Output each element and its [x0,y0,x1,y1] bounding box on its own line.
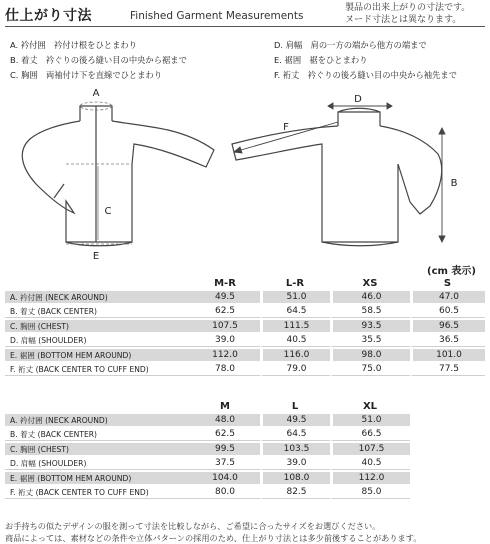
cell-value: 107.5 [190,320,260,332]
marker-f-arrow [234,147,242,153]
page-title: 仕上がり寸法 [5,8,92,24]
table-row [5,291,485,303]
cell-value: 64.5 [260,305,330,318]
footer-notes [5,520,421,544]
page-subtitle: Finished Garment Measurements [130,10,304,22]
cell-value: 39.0 [260,457,330,470]
cell-value: 48.0 [190,414,260,426]
cell-value: 35.5 [330,334,410,347]
definition-d: D. 肩幅 肩の一方の端から他方の端まで [274,40,427,50]
footer-line2: 商品によっては、素材などの条件や立体パターンの採用のため、仕上がり寸法とは多少前後することがあります。 [5,533,422,543]
size-table-2 [5,398,485,501]
table-row [5,472,485,484]
cell-value: 60.5 [410,305,485,318]
footer-line1: お手持ちの似たデザインの服を測って寸法を比較しながら、ご希望に合ったサイズをお選びください。 [5,521,381,531]
row-label: D. 肩幅 (SHOULDER) [5,457,190,470]
label-e: E [92,251,100,260]
cell-value: 62.5 [190,305,260,318]
cell-value: 116.0 [260,349,330,361]
cell-value: 78.0 [190,363,260,376]
row-label: E. 裾囲 (BOTTOM HEM AROUND) [5,472,190,484]
size-table-1 [5,275,485,378]
front-jacket-outline [22,106,214,246]
cell-value: 51.0 [260,291,330,303]
cell-value: 40.5 [260,334,330,347]
header-note [345,2,470,26]
definition-a: A. 衿付囲 衿付け根をひとまわり [10,40,137,50]
label-d: D [354,94,362,105]
marker-b-arrow-bottom [439,236,445,242]
table-row [5,334,485,347]
cell-value: 49.5 [260,414,330,426]
marker-d-arrow-right [387,103,392,109]
garment-diagram [0,84,490,260]
size-header: M-R [214,277,236,289]
table-row [5,443,485,455]
cell-value: 79.0 [260,363,330,376]
cell-value: 96.5 [410,320,485,332]
back-jacket-outline [232,108,442,246]
cell-value: 85.0 [330,486,410,499]
cell-value: 58.5 [330,305,410,318]
size-header: XL [362,400,378,412]
cell-value: 51.0 [330,414,410,426]
row-label: A. 衿付囲 (NECK AROUND) [5,291,190,303]
definition-c: C. 胸囲 両袖付け下を直線でひとまわり [10,70,163,80]
definitions-left [10,38,187,83]
label-b: B [450,178,458,189]
cell-value: 108.0 [260,472,330,484]
cell-value: 104.0 [190,472,260,484]
table-row [5,305,485,318]
cell-value: 82.5 [260,486,330,499]
size-header: L-R [285,277,305,289]
table-row [5,486,485,499]
cell-value: 101.0 [410,349,485,361]
marker-b-arrow-top [439,128,445,134]
cell-value: 64.5 [260,428,330,441]
cell-value: 39.0 [190,334,260,347]
table-row [5,320,485,332]
label-c: C [104,206,112,217]
row-label: E. 裾囲 (BOTTOM HEM AROUND) [5,349,190,361]
header-divider [5,26,485,27]
row-label: D. 肩幅 (SHOULDER) [5,334,190,347]
unit-label: (cm 表示) [427,266,476,277]
page-header [0,0,490,30]
table-row [5,414,485,426]
table-row [5,349,485,361]
header-note-line2: ヌード寸法とは異なります。 [345,15,462,25]
cell-value: 103.5 [260,443,330,455]
cell-value: 77.5 [410,363,485,376]
size-header: M [220,400,230,412]
cell-value: 98.0 [330,349,410,361]
cell-value: 46.0 [330,291,410,303]
cell-value: 66.5 [330,428,410,441]
size-header: S [443,277,452,289]
cell-value: 36.5 [410,334,485,347]
row-label: B. 着丈 (BACK CENTER) [5,305,190,318]
header-note-line1: 製品の出来上がりの寸法です。 [345,3,471,13]
cell-value: 112.0 [330,472,410,484]
cell-value: 40.5 [330,457,410,470]
definition-e: E. 裾囲 裾をひとまわり [274,55,368,65]
cell-value: 37.5 [190,457,260,470]
cell-value: 99.5 [190,443,260,455]
cell-value: 47.0 [410,291,485,303]
table-row [5,428,485,441]
size-table-2-header [5,400,485,412]
cell-value: 93.5 [330,320,410,332]
cell-value: 80.0 [190,486,260,499]
cell-value: 111.5 [260,320,330,332]
definitions-right [274,38,457,83]
row-label: B. 着丈 (BACK CENTER) [5,428,190,441]
marker-d-arrow-left [328,103,333,109]
table-row [5,363,485,376]
label-f: F [283,122,289,133]
cell-value: 49.5 [190,291,260,303]
row-label: C. 胸囲 (CHEST) [5,320,190,332]
row-label: C. 胸囲 (CHEST) [5,443,190,455]
cell-value: 112.0 [190,349,260,361]
row-label: F. 裄丈 (BACK CENTER TO CUFF END) [5,363,190,376]
definition-b: B. 着丈 衿ぐりの後ろ縫い目の中央から裾まで [10,55,187,65]
row-label: A. 衿付囲 (NECK AROUND) [5,414,190,426]
cell-value: 75.0 [330,363,410,376]
definition-f: F. 裄丈 衿ぐりの後ろ縫い目の中央から袖先まで [274,70,457,80]
row-label: F. 裄丈 (BACK CENTER TO CUFF END) [5,486,190,499]
cell-value: 107.5 [330,443,410,455]
label-a: A [92,88,100,99]
size-header: L [291,400,299,412]
table-row [5,457,485,470]
size-table-1-header [5,277,485,289]
cell-value: 62.5 [190,428,260,441]
size-header: XS [362,277,378,289]
